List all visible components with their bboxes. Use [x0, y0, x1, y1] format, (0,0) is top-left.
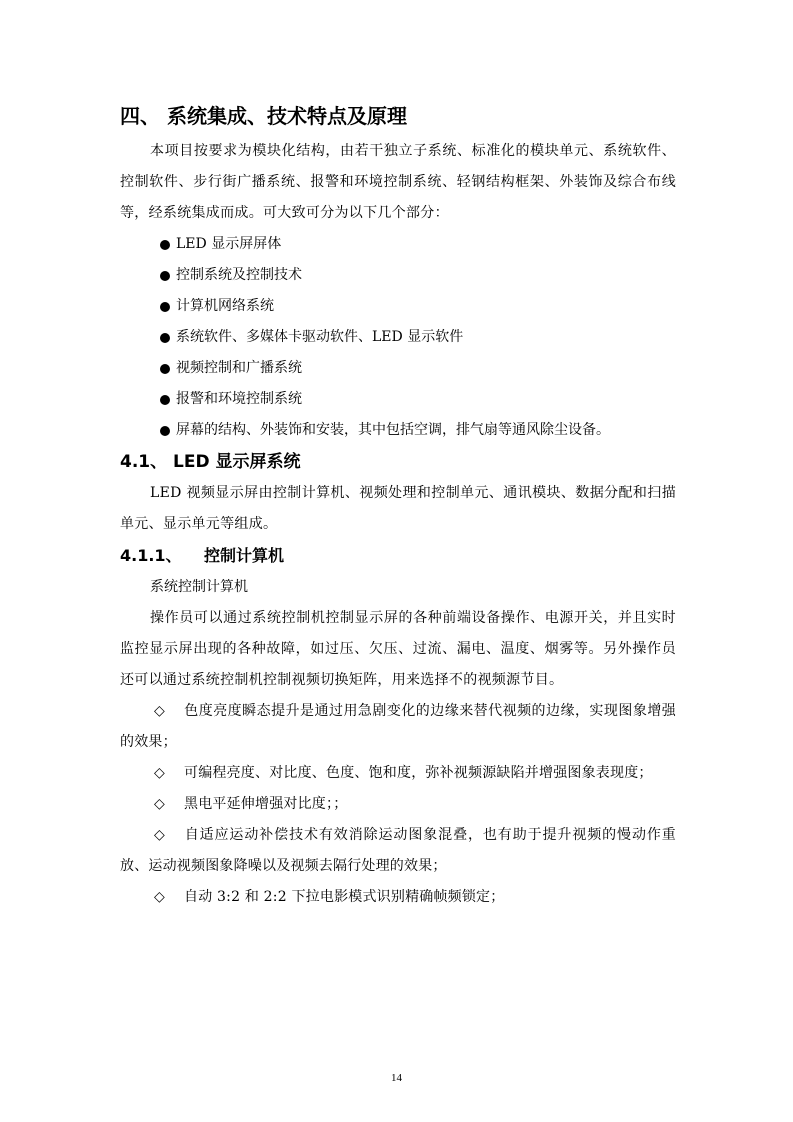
bullet-icon	[160, 364, 170, 374]
led-paragraph: LED 视频显示屏由控制计算机、视频处理和控制单元、通讯模块、数据分配和扫描单元、显示单元等组成。	[120, 485, 676, 532]
list-item: 计算机网络系统	[120, 291, 676, 322]
intro-paragraph: 本项目按要求为模块化结构，由若干独立子系统、标准化的模块单元、系统软件、控制软件、步行街广播系统、报警和环境控制系统、轻钢结构框架、外装饰及综合布线等，经系统集成而成。可大致可分为以下几个部分：	[120, 143, 676, 221]
subsection-heading: 4.1、 LED 显示屏系统	[120, 452, 301, 472]
diamond-icon: ◇	[154, 703, 165, 719]
diamond-icon: ◇	[154, 765, 165, 781]
list-item: 视频控制和广播系统	[120, 353, 676, 384]
bullet-icon	[160, 302, 170, 312]
bullet-icon	[160, 240, 170, 250]
feature-item: ◇ 自动 3:2 和 2:2 下拉电影模式识别精确帧频锁定；	[120, 882, 676, 913]
list-item: 控制系统及控制技术	[120, 260, 676, 291]
diamond-icon: ◇	[154, 796, 165, 812]
page-content	[120, 98, 676, 913]
operator-paragraph: 操作员可以通过系统控制机控制显示屏的各种前端设备操作、电源开关，并且实时监控显示屏出现的各种故障，如过压、欠压、过流、漏电、温度、烟雾等。另外操作员还可以通过系统控制机控制视频切换矩阵，用来选择不的视频源节目。	[120, 610, 676, 688]
feature-item: ◇ 自适应运动补偿技术有效消除运动图象混叠，也有助于提升视频的慢动作重放、运动视频图象降噪以及视频去隔行处理的效果；	[120, 820, 676, 882]
page-number: 14	[391, 1072, 402, 1084]
list-item: 报警和环境控制系统	[120, 384, 676, 415]
feature-item: ◇ 黑电平延伸增强对比度；；	[120, 789, 676, 820]
list-item: 系统软件、多媒体卡驱动软件、LED 显示软件	[120, 322, 676, 353]
heading-number: 4.1.1、	[120, 546, 182, 565]
heading-title: 控制计算机	[204, 546, 285, 565]
bullet-icon	[160, 333, 170, 343]
bullet-icon	[160, 395, 170, 405]
bullet-icon	[160, 271, 170, 281]
sub-subsection-heading	[120, 540, 676, 572]
list-item: LED 显示屏屏体	[120, 229, 676, 260]
component-list	[120, 229, 676, 446]
list-item: 屏幕的结构、外装饰和安装，其中包括空调，排气扇等通风除尘设备。	[120, 415, 676, 446]
feature-item: ◇ 可编程亮度、对比度、色度、饱和度，弥补视频源缺陷并增强图象表现度；	[120, 758, 676, 789]
diamond-icon: ◇	[154, 889, 165, 905]
bullet-icon	[160, 426, 170, 436]
feature-item: ◇ 色度亮度瞬态提升是通过用急剧变化的边缘来替代视频的边缘，实现图象增强的效果；	[120, 696, 676, 758]
diamond-icon: ◇	[154, 827, 165, 843]
subtitle-text: 系统控制计算机	[150, 579, 248, 595]
section-heading: 四、 系统集成、技术特点及原理	[120, 104, 407, 128]
